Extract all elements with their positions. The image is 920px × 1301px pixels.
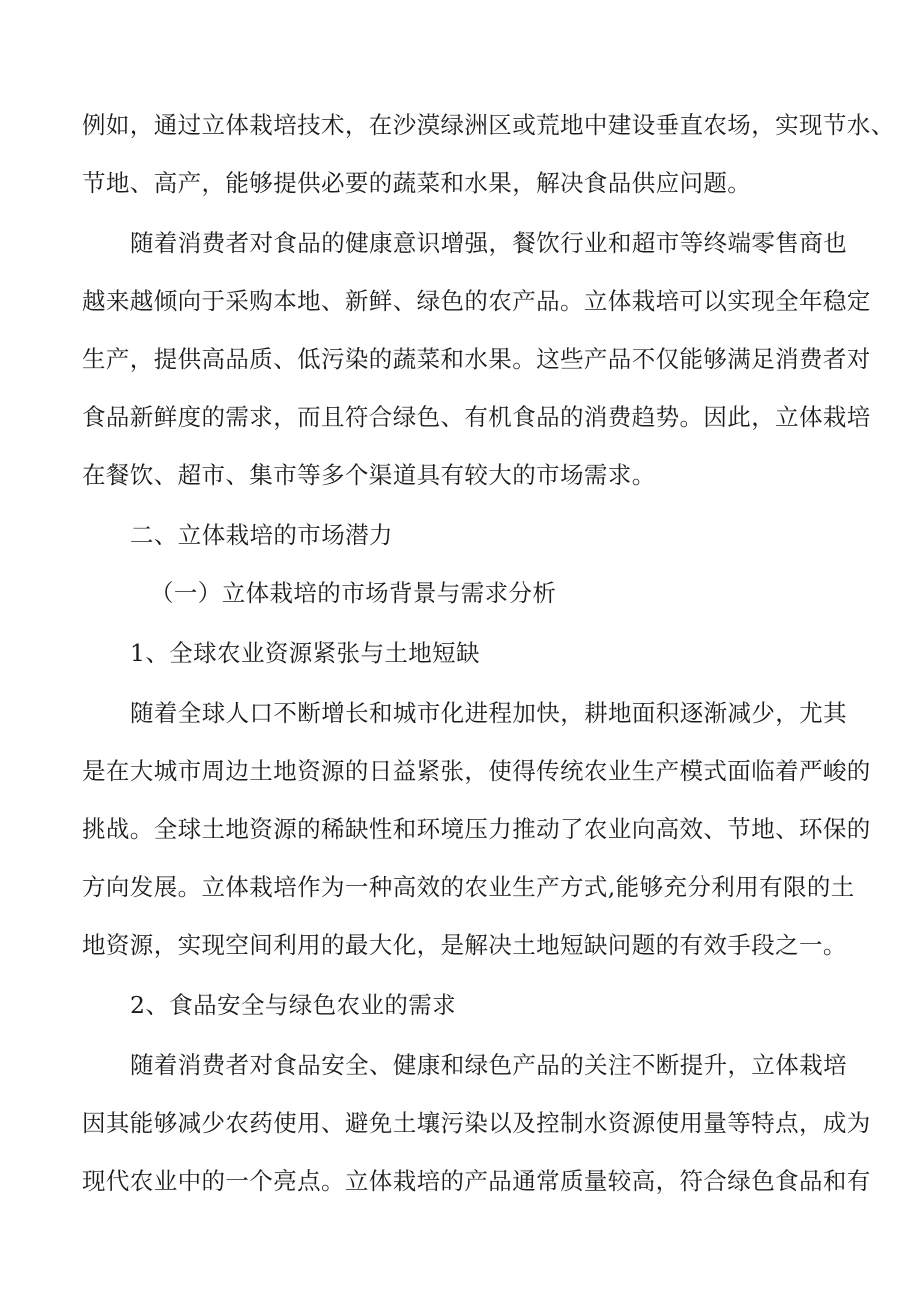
paragraph-4-line-2: 因其能够减少农药使用、避免土壤污染以及控制水资源使用量等特点，成为	[82, 1109, 871, 1137]
paragraph-3-line-2: 是在大城市周边土地资源的日益紧张，使得传统农业生产模式面临着严峻的	[82, 757, 871, 785]
paragraph-3-line-5: 地资源，实现空间利用的最大化，是解决土地短缺问题的有效手段之一。	[82, 931, 847, 959]
paragraph-3-line-1: 随着全球人口不断增长和城市化进程加快，耕地面积逐渐减少，尤其	[130, 699, 847, 727]
paragraph-4-line-1: 随着消费者对食品安全、健康和绿色产品的关注不断提升，立体栽培	[130, 1051, 847, 1079]
paragraph-1-line-2: 节地、高产，能够提供必要的蔬菜和水果，解决食品供应问题。	[82, 169, 752, 197]
paragraph-2-line-2: 越来越倾向于采购本地、新鲜、绿色的农产品。立体栽培可以实现全年稳定	[82, 287, 871, 315]
item-2-heading: 2、食品安全与绿色农业的需求	[130, 991, 457, 1019]
item-1-heading: 1、全球农业资源紧张与土地短缺	[130, 639, 480, 667]
section-heading: 二、立体栽培的市场潜力	[130, 521, 393, 549]
paragraph-2-line-4: 食品新鲜度的需求，而且符合绿色、有机食品的消费趋势。因此，立体栽培	[82, 403, 871, 431]
paragraph-3-line-4: 方向发展。立体栽培作为一种高效的农业生产方式,能够充分利用有限的土	[82, 873, 855, 901]
paragraph-3-line-3: 挑战。全球土地资源的稀缺性和环境压力推动了农业向高效、节地、环保的	[82, 815, 871, 843]
paragraph-2-line-5: 在餐饮、超市、集市等多个渠道具有较大的市场需求。	[82, 461, 656, 489]
paragraph-2-line-1: 随着消费者对食品的健康意识增强，餐饮行业和超市等终端零售商也	[130, 229, 847, 257]
subsection-heading: （一）立体栽培的市场背景与需求分析	[150, 579, 557, 607]
paragraph-2-line-3: 生产，提供高品质、低污染的蔬菜和水果。这些产品不仅能够满足消费者对	[82, 345, 871, 373]
paragraph-1-line-1: 例如，通过立体栽培技术，在沙漠绿洲区或荒地中建设垂直农场，实现节水、	[82, 111, 895, 139]
paragraph-4-line-3: 现代农业中的一个亮点。立体栽培的产品通常质量较高，符合绿色食品和有	[82, 1167, 871, 1195]
